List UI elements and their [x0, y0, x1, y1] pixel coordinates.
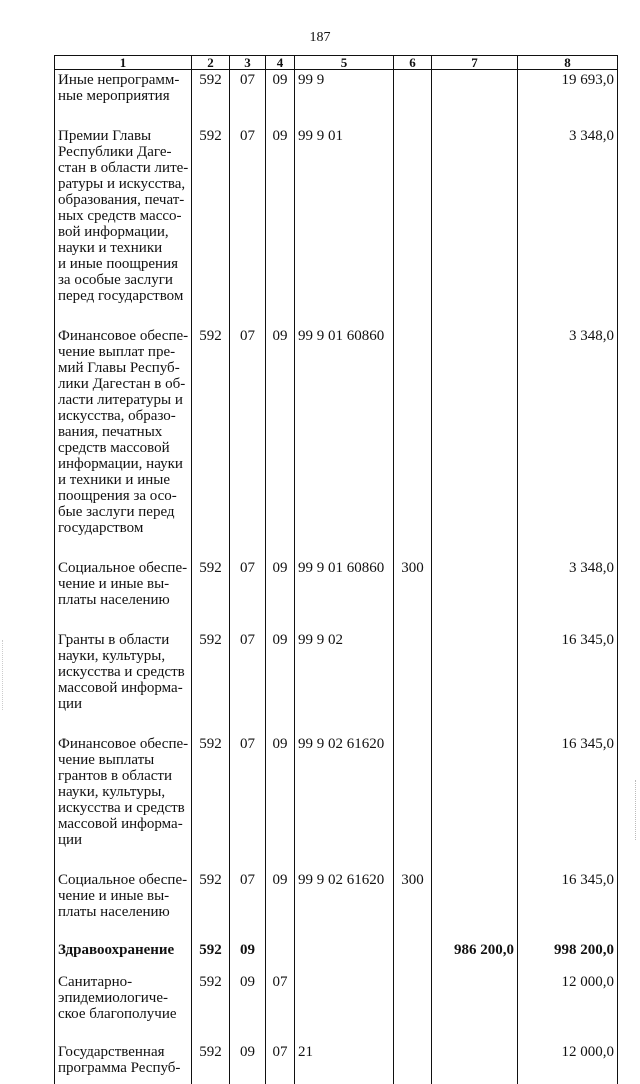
row-name-line: массовой информа-: [58, 680, 188, 696]
column-header: 4: [266, 56, 295, 70]
row-name-line: и техники и иные: [58, 472, 188, 488]
row-name-line: чение и иные вы-: [58, 888, 188, 904]
cell-section: 09: [230, 940, 266, 972]
table-row: [55, 326, 618, 558]
cell-subsection: 09: [266, 558, 295, 630]
row-name: [55, 70, 192, 127]
cell-gr: 592: [192, 1042, 230, 1084]
cell-subsection: 09: [266, 870, 295, 940]
row-name-line: бые заслуги перед: [58, 504, 188, 520]
cell-section: 07: [230, 326, 266, 558]
row-name-line: информации, науки: [58, 456, 188, 472]
row-name-line: массовой информа-: [58, 816, 188, 832]
row-name-line: платы населению: [58, 592, 188, 608]
column-header: 6: [394, 56, 432, 70]
row-name-line: ласти литературы и: [58, 392, 188, 408]
cell-amount-7: [432, 1042, 518, 1084]
cell-section: 07: [230, 70, 266, 127]
cell-gr: 592: [192, 126, 230, 326]
cell-section: 09: [230, 1042, 266, 1084]
cell-gr: 592: [192, 940, 230, 972]
cell-amount-7: [432, 870, 518, 940]
table-row: [55, 70, 618, 127]
cell-subsection: [266, 940, 295, 972]
row-name-line: ции: [58, 832, 188, 848]
cell-gr: 592: [192, 972, 230, 1042]
row-name-line: Здравоохранение: [58, 942, 188, 958]
row-name-line: лики Дагестан в об-: [58, 376, 188, 392]
cell-expense-type: 300: [394, 558, 432, 630]
row-name: [55, 870, 192, 940]
row-name-line: поощрения за осо-: [58, 488, 188, 504]
row-name-line: ные мероприятия: [58, 88, 188, 104]
cell-amount-7: [432, 734, 518, 870]
cell-target-code: 99 9 01 60860: [295, 326, 394, 558]
table-row: [55, 126, 618, 326]
table-row: [55, 940, 618, 972]
row-name-line: перед государством: [58, 288, 188, 304]
cell-expense-type: [394, 734, 432, 870]
column-header: 8: [518, 56, 618, 70]
row-name-line: ское благополучие: [58, 1006, 188, 1022]
cell-section: 09: [230, 972, 266, 1042]
row-name: [55, 940, 192, 972]
row-name: [55, 126, 192, 326]
cell-amount-8: 12 000,0: [518, 1042, 618, 1084]
cell-gr: 592: [192, 870, 230, 940]
cell-target-code: 99 9 02: [295, 630, 394, 734]
cell-gr: 592: [192, 734, 230, 870]
row-name-line: за особые заслуги: [58, 272, 188, 288]
cell-subsection: 09: [266, 630, 295, 734]
budget-table: [54, 55, 618, 1084]
table-row: [55, 558, 618, 630]
cell-section: 07: [230, 558, 266, 630]
row-name-line: ции: [58, 696, 188, 712]
row-name-line: Санитарно-: [58, 974, 188, 990]
cell-expense-type: [394, 326, 432, 558]
cell-amount-7: [432, 126, 518, 326]
table-row: [55, 972, 618, 1042]
row-name-line: ных средств массо-: [58, 208, 188, 224]
row-name-line: чение выплат пре-: [58, 344, 188, 360]
table-body: [55, 70, 618, 1084]
cell-target-code: 99 9: [295, 70, 394, 127]
cell-target-code: 99 9 02 61620: [295, 734, 394, 870]
row-name-line: эпидемиологиче-: [58, 990, 188, 1006]
cell-section: 07: [230, 734, 266, 870]
row-name-line: науки и техники: [58, 240, 188, 256]
row-name-line: Гранты в области: [58, 632, 188, 648]
row-name-line: ратуры и искусства,: [58, 176, 188, 192]
scan-artifact: [635, 780, 638, 840]
row-name-line: Премии Главы: [58, 128, 188, 144]
table-row: [55, 870, 618, 940]
column-header: 3: [230, 56, 266, 70]
row-name: [55, 326, 192, 558]
cell-target-code: [295, 972, 394, 1042]
cell-amount-7: [432, 972, 518, 1042]
cell-expense-type: [394, 972, 432, 1042]
row-name-line: средств массовой: [58, 440, 188, 456]
row-name-line: науки, культуры,: [58, 648, 188, 664]
cell-amount-7: [432, 70, 518, 127]
cell-expense-type: [394, 1042, 432, 1084]
row-name-line: грантов в области: [58, 768, 188, 784]
cell-amount-8: 19 693,0: [518, 70, 618, 127]
row-name-line: программа Респуб-: [58, 1060, 188, 1076]
cell-amount-8: 3 348,0: [518, 558, 618, 630]
page-number: 187: [0, 30, 640, 46]
column-header: 7: [432, 56, 518, 70]
cell-subsection: 07: [266, 972, 295, 1042]
row-name-line: науки, культуры,: [58, 784, 188, 800]
row-name-line: искусства и средств: [58, 800, 188, 816]
row-name-line: Социальное обеспе-: [58, 872, 188, 888]
column-header: 5: [295, 56, 394, 70]
row-name-line: вой информации,: [58, 224, 188, 240]
column-header: 2: [192, 56, 230, 70]
cell-amount-8: 3 348,0: [518, 326, 618, 558]
cell-subsection: 09: [266, 734, 295, 870]
row-name-line: Республики Даге-: [58, 144, 188, 160]
row-name-line: Иные непрограмм-: [58, 72, 188, 88]
cell-amount-7: [432, 630, 518, 734]
cell-target-code: 99 9 01 60860: [295, 558, 394, 630]
row-name-line: стан в области лите-: [58, 160, 188, 176]
column-header: 1: [55, 56, 192, 70]
table-row: [55, 630, 618, 734]
cell-expense-type: 300: [394, 870, 432, 940]
cell-subsection: 07: [266, 1042, 295, 1084]
cell-subsection: 09: [266, 326, 295, 558]
row-name: [55, 558, 192, 630]
cell-subsection: 09: [266, 126, 295, 326]
row-name-line: чение и иные вы-: [58, 576, 188, 592]
cell-expense-type: [394, 126, 432, 326]
cell-target-code: 99 9 02 61620: [295, 870, 394, 940]
cell-gr: 592: [192, 70, 230, 127]
row-name-line: вания, печатных: [58, 424, 188, 440]
cell-amount-7: 986 200,0: [432, 940, 518, 972]
row-name-line: мий Главы Респуб-: [58, 360, 188, 376]
row-name-line: Финансовое обеспе-: [58, 736, 188, 752]
row-name-line: Социальное обеспе-: [58, 560, 188, 576]
cell-gr: 592: [192, 630, 230, 734]
row-name-line: образования, печат-: [58, 192, 188, 208]
cell-amount-8: 3 348,0: [518, 126, 618, 326]
cell-target-code: 99 9 01: [295, 126, 394, 326]
cell-section: 07: [230, 630, 266, 734]
row-name-line: государством: [58, 520, 188, 536]
cell-expense-type: [394, 940, 432, 972]
table-row: [55, 734, 618, 870]
row-name-line: платы населению: [58, 904, 188, 920]
row-name: [55, 734, 192, 870]
header-row: [55, 56, 618, 70]
cell-subsection: 09: [266, 70, 295, 127]
cell-section: 07: [230, 126, 266, 326]
row-name-line: Государственная: [58, 1044, 188, 1060]
cell-amount-7: [432, 326, 518, 558]
cell-amount-7: [432, 558, 518, 630]
cell-section: 07: [230, 870, 266, 940]
table-row: [55, 1042, 618, 1084]
cell-gr: 592: [192, 326, 230, 558]
scan-artifact: [2, 640, 5, 710]
cell-expense-type: [394, 630, 432, 734]
cell-amount-8: 998 200,0: [518, 940, 618, 972]
cell-amount-8: 16 345,0: [518, 630, 618, 734]
cell-expense-type: [394, 70, 432, 127]
row-name: [55, 630, 192, 734]
row-name: [55, 972, 192, 1042]
row-name: [55, 1042, 192, 1084]
cell-amount-8: 16 345,0: [518, 734, 618, 870]
cell-amount-8: 16 345,0: [518, 870, 618, 940]
cell-target-code: 21: [295, 1042, 394, 1084]
row-name-line: Финансовое обеспе-: [58, 328, 188, 344]
cell-gr: 592: [192, 558, 230, 630]
row-name-line: и иные поощрения: [58, 256, 188, 272]
row-name-line: искусства и средств: [58, 664, 188, 680]
cell-target-code: [295, 940, 394, 972]
row-name-line: чение выплаты: [58, 752, 188, 768]
cell-amount-8: 12 000,0: [518, 972, 618, 1042]
row-name-line: искусства, образо-: [58, 408, 188, 424]
